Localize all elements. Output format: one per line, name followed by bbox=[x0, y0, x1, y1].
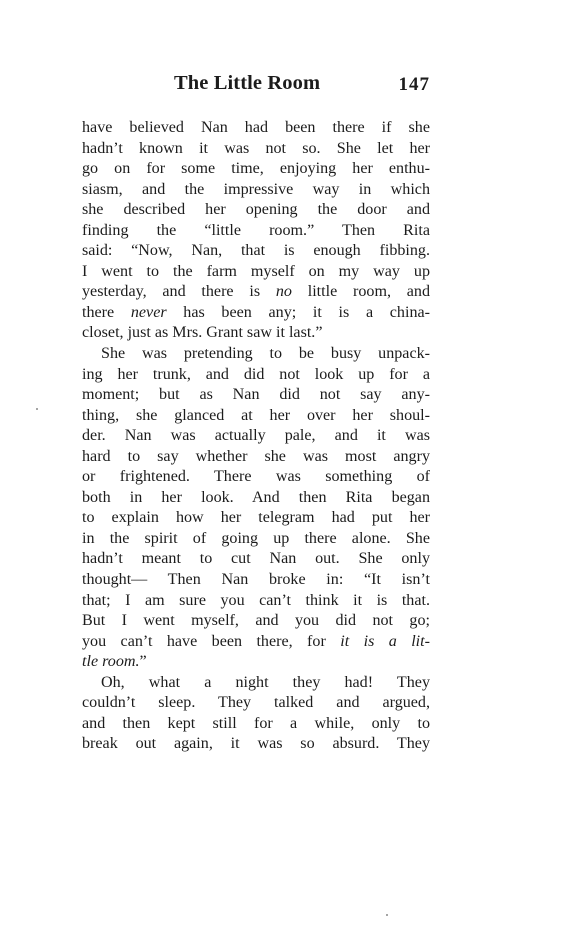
text-line: that; I am sure you can’t think it is that. bbox=[82, 591, 430, 609]
running-title: The Little Room bbox=[174, 72, 321, 94]
emphasis: it is a lit- bbox=[340, 632, 430, 650]
text-line: She was pretending to be busy unpack- bbox=[101, 345, 430, 363]
text-line: she described her opening the door and bbox=[82, 201, 430, 219]
text-line: said: “Now, Nan, that is enough fibbing. bbox=[82, 242, 430, 260]
text-line: there never has been any; it is a china- bbox=[82, 303, 430, 321]
text-line: thing, she glanced at her over her shoul- bbox=[82, 406, 430, 424]
text-line: couldn’t sleep. They talked and argued, bbox=[82, 694, 430, 712]
text-line: thought— Then Nan broke in: “It isn’t bbox=[82, 571, 430, 589]
text-line: yesterday, and there is no little room, and bbox=[82, 283, 430, 301]
text-line: Oh, what a night they had! They bbox=[101, 673, 430, 691]
text-line: But I went myself, and you did not go; bbox=[82, 612, 430, 630]
body-text bbox=[82, 118, 430, 755]
text-line: you can’t have been there, for it is a lit- bbox=[82, 632, 430, 650]
emphasis: never bbox=[130, 303, 167, 321]
text-line: or frightened. There was something of bbox=[82, 468, 430, 486]
text-line: hadn’t meant to cut Nan out. She only bbox=[82, 550, 430, 568]
text-line: hard to say whether she was most angry bbox=[82, 447, 430, 465]
text-line: siasm, and the impressive way in which bbox=[82, 180, 430, 198]
emphasis: no bbox=[275, 283, 292, 301]
text-line: closet, just as Mrs. Grant saw it last.” bbox=[82, 324, 323, 342]
text-line: go on for some time, enjoying her enthu- bbox=[82, 160, 430, 178]
text-line: ing her trunk, and did not look up for a bbox=[82, 365, 430, 383]
text-line: both in her look. And then Rita began bbox=[82, 488, 430, 506]
page-number: 147 bbox=[398, 74, 430, 95]
text-line: to explain how her telegram had put her bbox=[82, 509, 430, 527]
text-line: tle room.” bbox=[82, 653, 147, 671]
text-line: I went to the farm myself on my way up bbox=[82, 262, 430, 280]
text-line: hadn’t known it was not so. She let her bbox=[82, 139, 430, 157]
text-line: and then kept still for a while, only to bbox=[82, 714, 430, 732]
text-line: in the spirit of going up there alone. She bbox=[82, 529, 430, 547]
text-line: break out again, it was so absurd. They bbox=[82, 735, 430, 753]
paper-speck bbox=[386, 914, 388, 916]
text-line: der. Nan was actually pale, and it was bbox=[82, 427, 430, 445]
emphasis: tle room. bbox=[82, 653, 140, 671]
text-line: finding the “little room.” Then Rita bbox=[82, 221, 430, 239]
paper-speck bbox=[36, 408, 38, 410]
text-line: moment; but as Nan did not say any- bbox=[82, 386, 430, 404]
text-line: have believed Nan had been there if she bbox=[82, 119, 430, 136]
running-head bbox=[82, 72, 430, 102]
